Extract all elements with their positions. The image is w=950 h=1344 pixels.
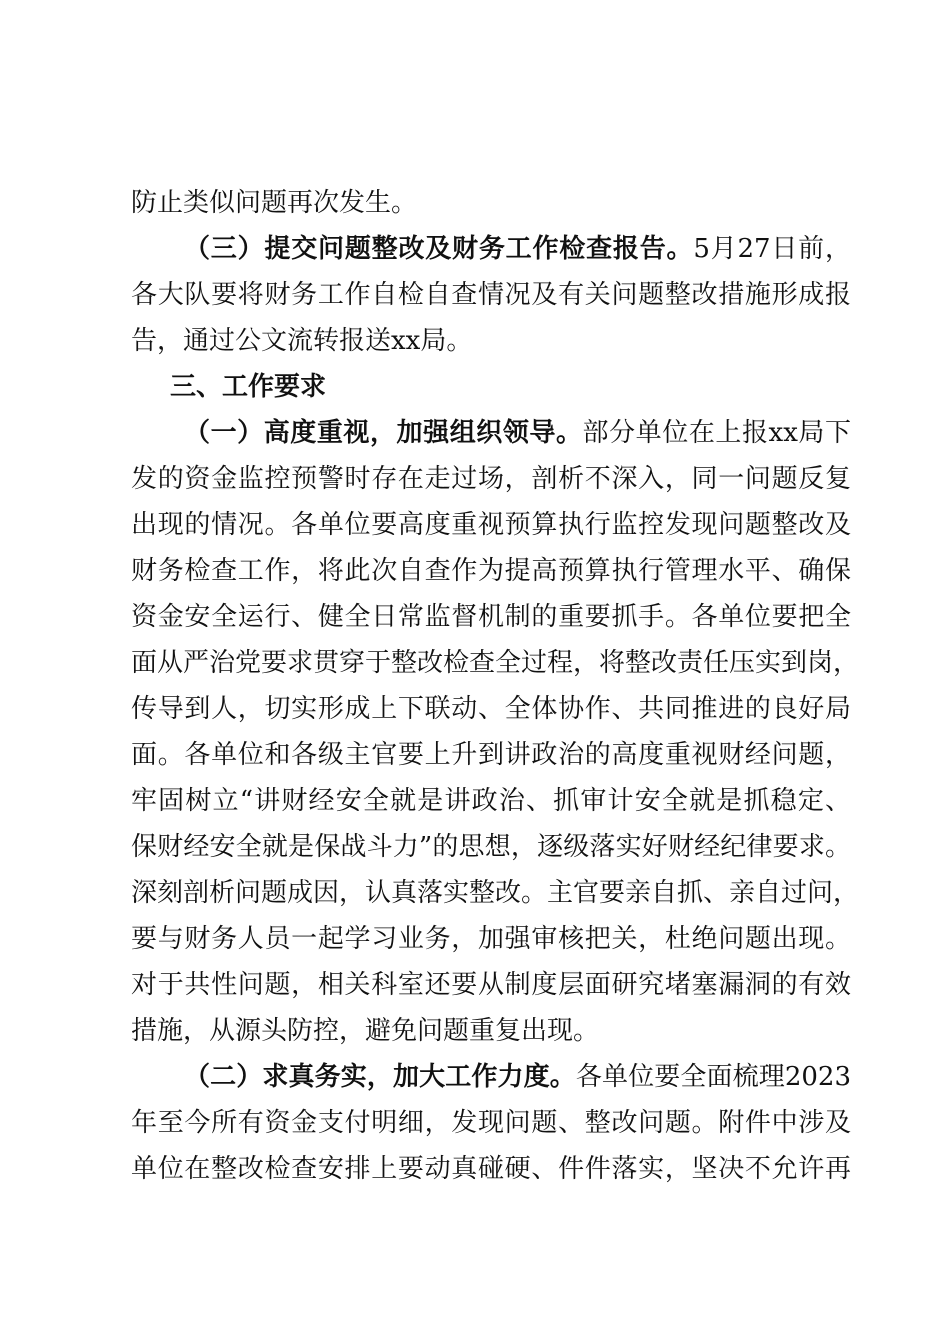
paragraph-line: 面从严治党要求贯穿于整改检查全过程，将整改责任压实到岗， xyxy=(131,648,860,678)
paragraph-line: 各大队要将财务工作自检自查情况及有关问题整改措施形成报 xyxy=(131,280,851,310)
paragraph-line: 对于共性问题，相关科室还要从制度层面研究堵塞漏洞的有效 xyxy=(131,970,851,1000)
subheading-1: （一）高度重视，加强组织领导。 xyxy=(184,418,583,448)
paragraph-line: 发的资金监控预警时存在走过场，剖析不深入，同一问题反复 xyxy=(131,464,851,494)
section-heading: 三、工作要求 xyxy=(170,372,327,402)
subheading-2: （二）求真务实，加大工作力度。 xyxy=(184,1062,576,1092)
paragraph-line: 措施，从源头防控，避免问题重复出现。 xyxy=(131,1016,600,1046)
paragraph-line: 单位在整改检查安排上要动真碰硬、件件落实，坚决不允许再 xyxy=(131,1154,851,1184)
paragraph-line: 资金安全运行、健全日常监督机制的重要抓手。各单位要把全 xyxy=(131,602,851,632)
paragraph-line: 牢固树立“讲财经安全就是讲政治、抓审计安全就是抓稳定、 xyxy=(131,786,851,816)
paragraph-line: 财务检查工作，将此次自查作为提高预算执行管理水平、确保 xyxy=(131,556,851,586)
paragraph-lead-line xyxy=(184,1055,851,1099)
paragraph-text: 部分单位在上报xx局下 xyxy=(582,418,851,448)
paragraph-line: 告，通过公文流转报送xx局。 xyxy=(131,326,473,356)
paragraph-line: 防止类似问题再次发生。 xyxy=(131,188,418,218)
paragraph-line: 面。各单位和各级主官要上升到讲政治的高度重视财经问题， xyxy=(131,740,851,770)
paragraph-text: 各单位要全面梳理2023 xyxy=(575,1062,851,1092)
paragraph-lead-line xyxy=(184,227,851,271)
paragraph-line: 深刻剖析问题成因，认真落实整改。主官要亲自抓、亲自过问， xyxy=(131,878,860,908)
paragraph-line: 保财经安全就是保战斗力”的思想，逐级落实好财经纪律要求。 xyxy=(131,832,851,862)
paragraph-line: 出现的情况。各单位要高度重视预算执行监控发现问题整改及 xyxy=(131,510,851,540)
paragraph-text: 5月27日前， xyxy=(693,234,851,264)
paragraph-line: 要与财务人员一起学习业务，加强审核把关，杜绝问题出现。 xyxy=(131,924,851,954)
subheading-3: （三）提交问题整改及财务工作检查报告。 xyxy=(184,234,694,264)
paragraph-line: 年至今所有资金支付明细，发现问题、整改问题。附件中涉及 xyxy=(131,1108,851,1138)
paragraph-line: 传导到人，切实形成上下联动、全体协作、共同推进的良好局 xyxy=(131,694,851,724)
paragraph-lead-line xyxy=(184,411,851,455)
